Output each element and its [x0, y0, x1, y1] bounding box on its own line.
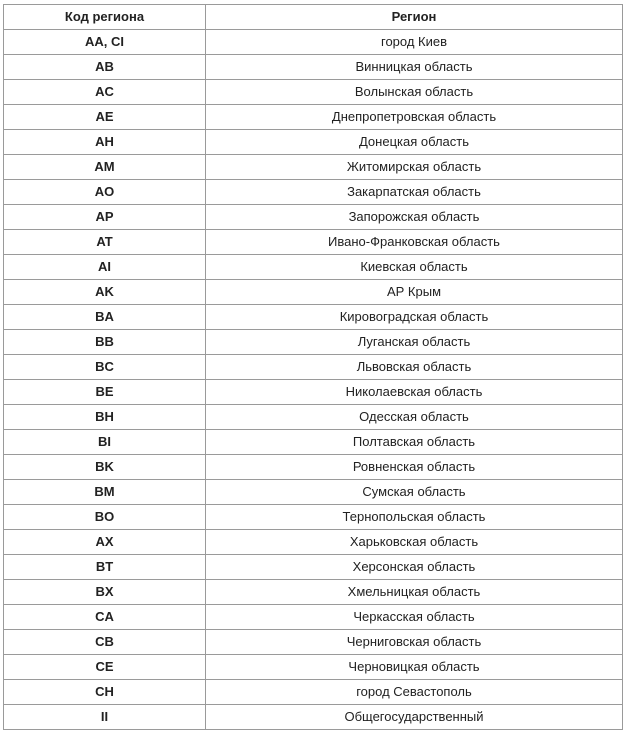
table-row — [4, 280, 623, 305]
region-name-cell: Житомирская область — [206, 155, 623, 180]
table-row — [4, 105, 623, 130]
table-body — [4, 30, 623, 730]
region-codes-table — [3, 4, 623, 730]
table-row — [4, 655, 623, 680]
region-name-cell: Черниговская область — [206, 630, 623, 655]
region-code-cell: BO — [4, 505, 206, 530]
region-code-cell: CA — [4, 605, 206, 630]
region-code-cell: BT — [4, 555, 206, 580]
table-row — [4, 380, 623, 405]
region-code-cell: AH — [4, 130, 206, 155]
region-code-cell: AX — [4, 530, 206, 555]
region-name-cell: Одесская область — [206, 405, 623, 430]
region-name-cell: Запорожская область — [206, 205, 623, 230]
table-row — [4, 430, 623, 455]
header-row — [4, 5, 623, 30]
table-row — [4, 630, 623, 655]
table-row — [4, 330, 623, 355]
region-codes-table-container — [3, 4, 622, 730]
region-code-cell: CH — [4, 680, 206, 705]
table-row — [4, 705, 623, 730]
table-row — [4, 180, 623, 205]
header-code: Код региона — [4, 5, 206, 30]
table-row — [4, 355, 623, 380]
table-row — [4, 255, 623, 280]
table-row — [4, 530, 623, 555]
region-name-cell: Сумская область — [206, 480, 623, 505]
region-code-cell: BB — [4, 330, 206, 355]
region-name-cell: АР Крым — [206, 280, 623, 305]
region-name-cell: Черновицкая область — [206, 655, 623, 680]
table-row — [4, 55, 623, 80]
region-code-cell: AI — [4, 255, 206, 280]
table-row — [4, 230, 623, 255]
region-name-cell: Закарпатская область — [206, 180, 623, 205]
region-name-cell: Хмельницкая область — [206, 580, 623, 605]
region-code-cell: BM — [4, 480, 206, 505]
region-code-cell: AE — [4, 105, 206, 130]
region-name-cell: Тернопольская область — [206, 505, 623, 530]
table-row — [4, 555, 623, 580]
region-code-cell: AA, CI — [4, 30, 206, 55]
table-row — [4, 30, 623, 55]
region-code-cell: II — [4, 705, 206, 730]
region-code-cell: AT — [4, 230, 206, 255]
region-code-cell: BE — [4, 380, 206, 405]
region-name-cell: Полтавская область — [206, 430, 623, 455]
region-name-cell: Ровненская область — [206, 455, 623, 480]
region-code-cell: AO — [4, 180, 206, 205]
region-code-cell: CB — [4, 630, 206, 655]
region-name-cell: Общегосударственный — [206, 705, 623, 730]
region-name-cell: Харьковская область — [206, 530, 623, 555]
region-code-cell: BA — [4, 305, 206, 330]
region-name-cell: Кировоградская область — [206, 305, 623, 330]
region-name-cell: Донецкая область — [206, 130, 623, 155]
region-name-cell: Ивано-Франковская область — [206, 230, 623, 255]
region-code-cell: CE — [4, 655, 206, 680]
region-name-cell: Херсонская область — [206, 555, 623, 580]
table-row — [4, 405, 623, 430]
region-name-cell: Луганская область — [206, 330, 623, 355]
table-row — [4, 205, 623, 230]
region-name-cell: Винницкая область — [206, 55, 623, 80]
table-row — [4, 455, 623, 480]
region-code-cell: BC — [4, 355, 206, 380]
region-name-cell: Киевская область — [206, 255, 623, 280]
table-row — [4, 80, 623, 105]
region-code-cell: AC — [4, 80, 206, 105]
region-name-cell: Волынская область — [206, 80, 623, 105]
region-code-cell: BX — [4, 580, 206, 605]
table-row — [4, 155, 623, 180]
region-code-cell: AP — [4, 205, 206, 230]
region-code-cell: AM — [4, 155, 206, 180]
region-code-cell: BH — [4, 405, 206, 430]
region-code-cell: BI — [4, 430, 206, 455]
region-code-cell: AB — [4, 55, 206, 80]
table-row — [4, 130, 623, 155]
table-row — [4, 305, 623, 330]
header-region: Регион — [206, 5, 623, 30]
region-name-cell: город Севастополь — [206, 680, 623, 705]
region-code-cell: AK — [4, 280, 206, 305]
table-row — [4, 580, 623, 605]
region-name-cell: Николаевская область — [206, 380, 623, 405]
region-code-cell: BK — [4, 455, 206, 480]
table-row — [4, 505, 623, 530]
table-row — [4, 680, 623, 705]
table-row — [4, 605, 623, 630]
table-header — [4, 5, 623, 30]
region-name-cell: Львовская область — [206, 355, 623, 380]
region-name-cell: Днепропетровская область — [206, 105, 623, 130]
region-name-cell: город Киев — [206, 30, 623, 55]
table-row — [4, 480, 623, 505]
region-name-cell: Черкасская область — [206, 605, 623, 630]
